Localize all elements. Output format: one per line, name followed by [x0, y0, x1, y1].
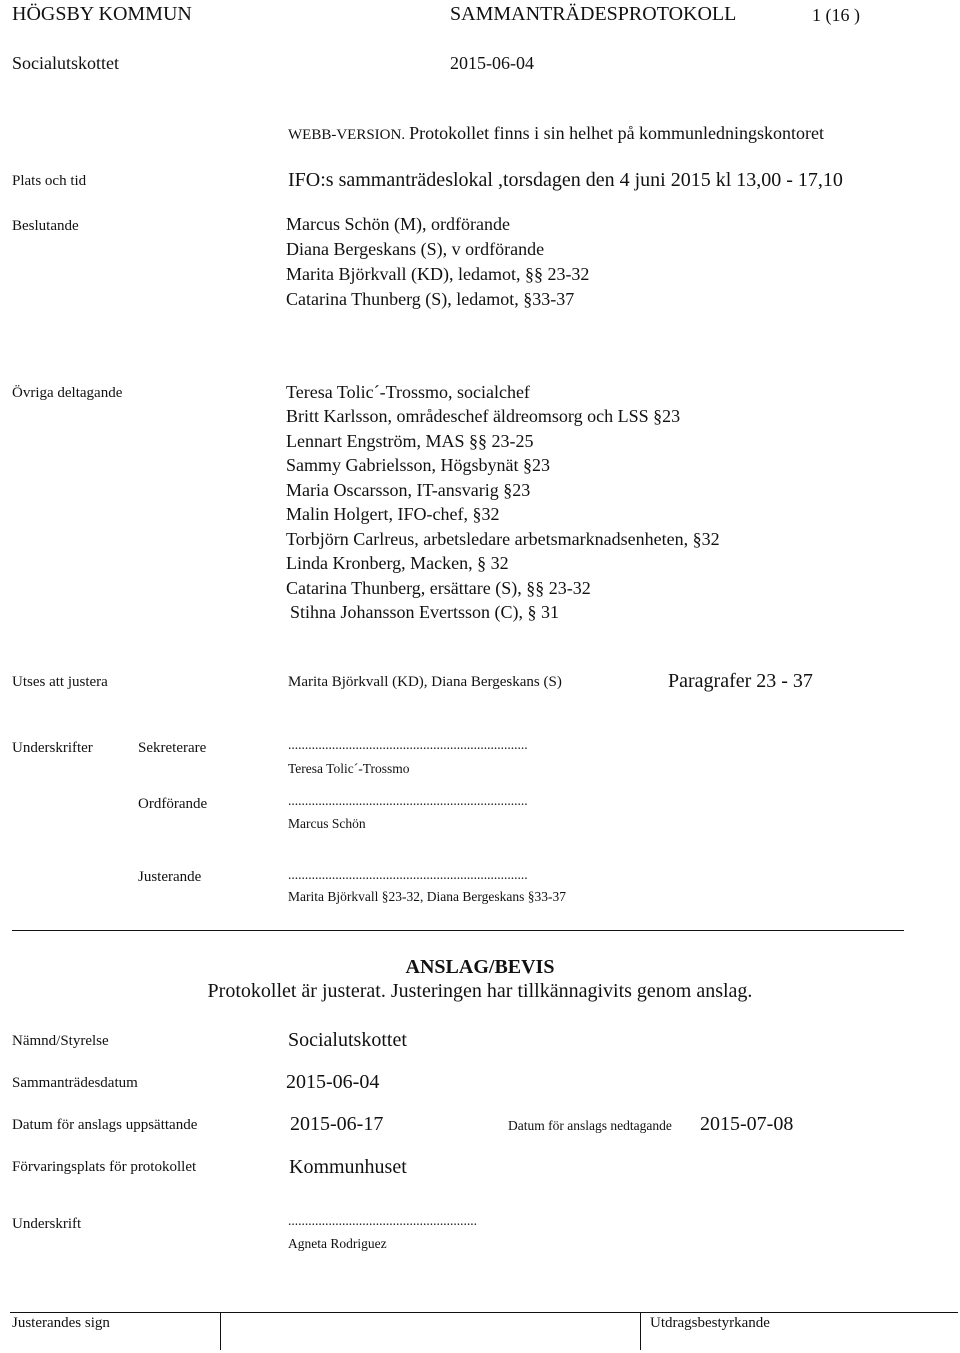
footer-extract-certification: Utdragsbestyrkande [650, 1315, 770, 1331]
document-type: SAMMANTRÄDESPROTOKOLL [450, 3, 737, 25]
posted-date-value: 2015-06-17 [290, 1113, 384, 1135]
participant: Sammy Gabrielsson, Högsbynät §23 [286, 455, 550, 475]
chair-name: Marcus Schön [288, 816, 366, 831]
footer-adjuster-sign: Justerandes sign [12, 1315, 110, 1331]
chair-role: Ordförande [138, 796, 208, 812]
secretary-signature-line: ....................................................................... [288, 737, 528, 752]
participant: Linda Kronberg, Macken, § 32 [286, 553, 509, 573]
other-participants-label: Övriga deltagande [12, 385, 123, 401]
storage-label: Förvaringsplats för protokollet [12, 1159, 197, 1175]
notice-title: ANSLAG/BEVIS [405, 956, 555, 978]
removed-date-label: Datum för anslags nedtagande [508, 1118, 672, 1133]
footer-divider-right [640, 1312, 641, 1350]
section-divider [12, 930, 904, 931]
participant: Lennart Engström, MAS §§ 23-25 [286, 431, 534, 451]
participant: Teresa Tolic´-Trossmo, socialchef [286, 382, 530, 402]
page-number: 1 (16 ) [812, 5, 860, 25]
participant: Britt Karlsson, områdeschef äldreomsorg och LSS §23 [286, 406, 681, 426]
notice-subtitle: Protokollet är justerat. Justeringen har tillkännagivits genom anslag. [207, 980, 753, 1002]
decision-makers-label: Beslutande [12, 218, 79, 234]
footer-divider-left [220, 1312, 221, 1350]
meeting-date-label: Sammanträdesdatum [12, 1075, 138, 1091]
adjust-names: Marita Björkvall (KD), Diana Bergeskans (S) [288, 674, 562, 690]
place-time-value: IFO:s sammanträdeslokal ,torsdagen den 4 juni 2015 kl 13,00 - 17,10 [288, 169, 843, 191]
municipality-name: HÖGSBY KOMMUN [12, 3, 192, 25]
footer-top-rule [10, 1312, 958, 1313]
removed-date-value: 2015-07-08 [700, 1113, 794, 1135]
adjuster-role: Justerande [138, 869, 202, 885]
notice-signature-name: Agneta Rodriguez [288, 1236, 387, 1251]
decision-maker: Marcus Schön (M), ordförande [286, 214, 510, 234]
notice-signature-line: ........................................................ [288, 1213, 477, 1228]
web-version-note [288, 124, 824, 143]
adjuster-name: Marita Björkvall §23-32, Diana Bergeskans §33-37 [288, 889, 566, 904]
body-value: Socialutskottet [288, 1029, 407, 1051]
body-label: Nämnd/Styrelse [12, 1033, 109, 1049]
storage-value: Kommunhuset [289, 1156, 407, 1178]
secretary-name: Teresa Tolic´-Trossmo [288, 761, 410, 776]
web-version-text: Protokollet finns i sin helhet på kommunledningskontoret [409, 123, 825, 143]
secretary-role: Sekreterare [138, 740, 207, 756]
participant: Catarina Thunberg, ersättare (S), §§ 23-32 [286, 578, 591, 598]
participant: Torbjörn Carlreus, arbetsledare arbetsmarknadsenheten, §32 [286, 529, 720, 549]
chair-signature-line: ....................................................................... [288, 793, 528, 808]
participant: Maria Oscarsson, IT-ansvarig §23 [286, 480, 531, 500]
adjust-paragraphs: Paragrafer 23 - 37 [668, 670, 813, 692]
signatures-label: Underskrifter [12, 740, 93, 756]
adjust-label: Utses att justera [12, 674, 108, 690]
place-time-label: Plats och tid [12, 173, 87, 189]
decision-maker: Diana Bergeskans (S), v ordförande [286, 239, 545, 259]
committee-name: Socialutskottet [12, 53, 119, 73]
web-version-prefix: WEBB-VERSION. [288, 127, 406, 143]
adjuster-signature-line: ....................................................................... [288, 867, 528, 882]
decision-maker: Marita Björkvall (KD), ledamot, §§ 23-32 [286, 264, 590, 284]
meeting-date-value: 2015-06-04 [286, 1071, 380, 1093]
notice-signature-label: Underskrift [12, 1216, 82, 1232]
participant: Stihna Johansson Evertsson (C), § 31 [290, 602, 559, 622]
meeting-date: 2015-06-04 [450, 53, 534, 73]
participant: Malin Holgert, IFO-chef, §32 [286, 504, 500, 524]
posted-date-label: Datum för anslags uppsättande [12, 1117, 198, 1133]
decision-maker: Catarina Thunberg (S), ledamot, §33-37 [286, 289, 575, 309]
